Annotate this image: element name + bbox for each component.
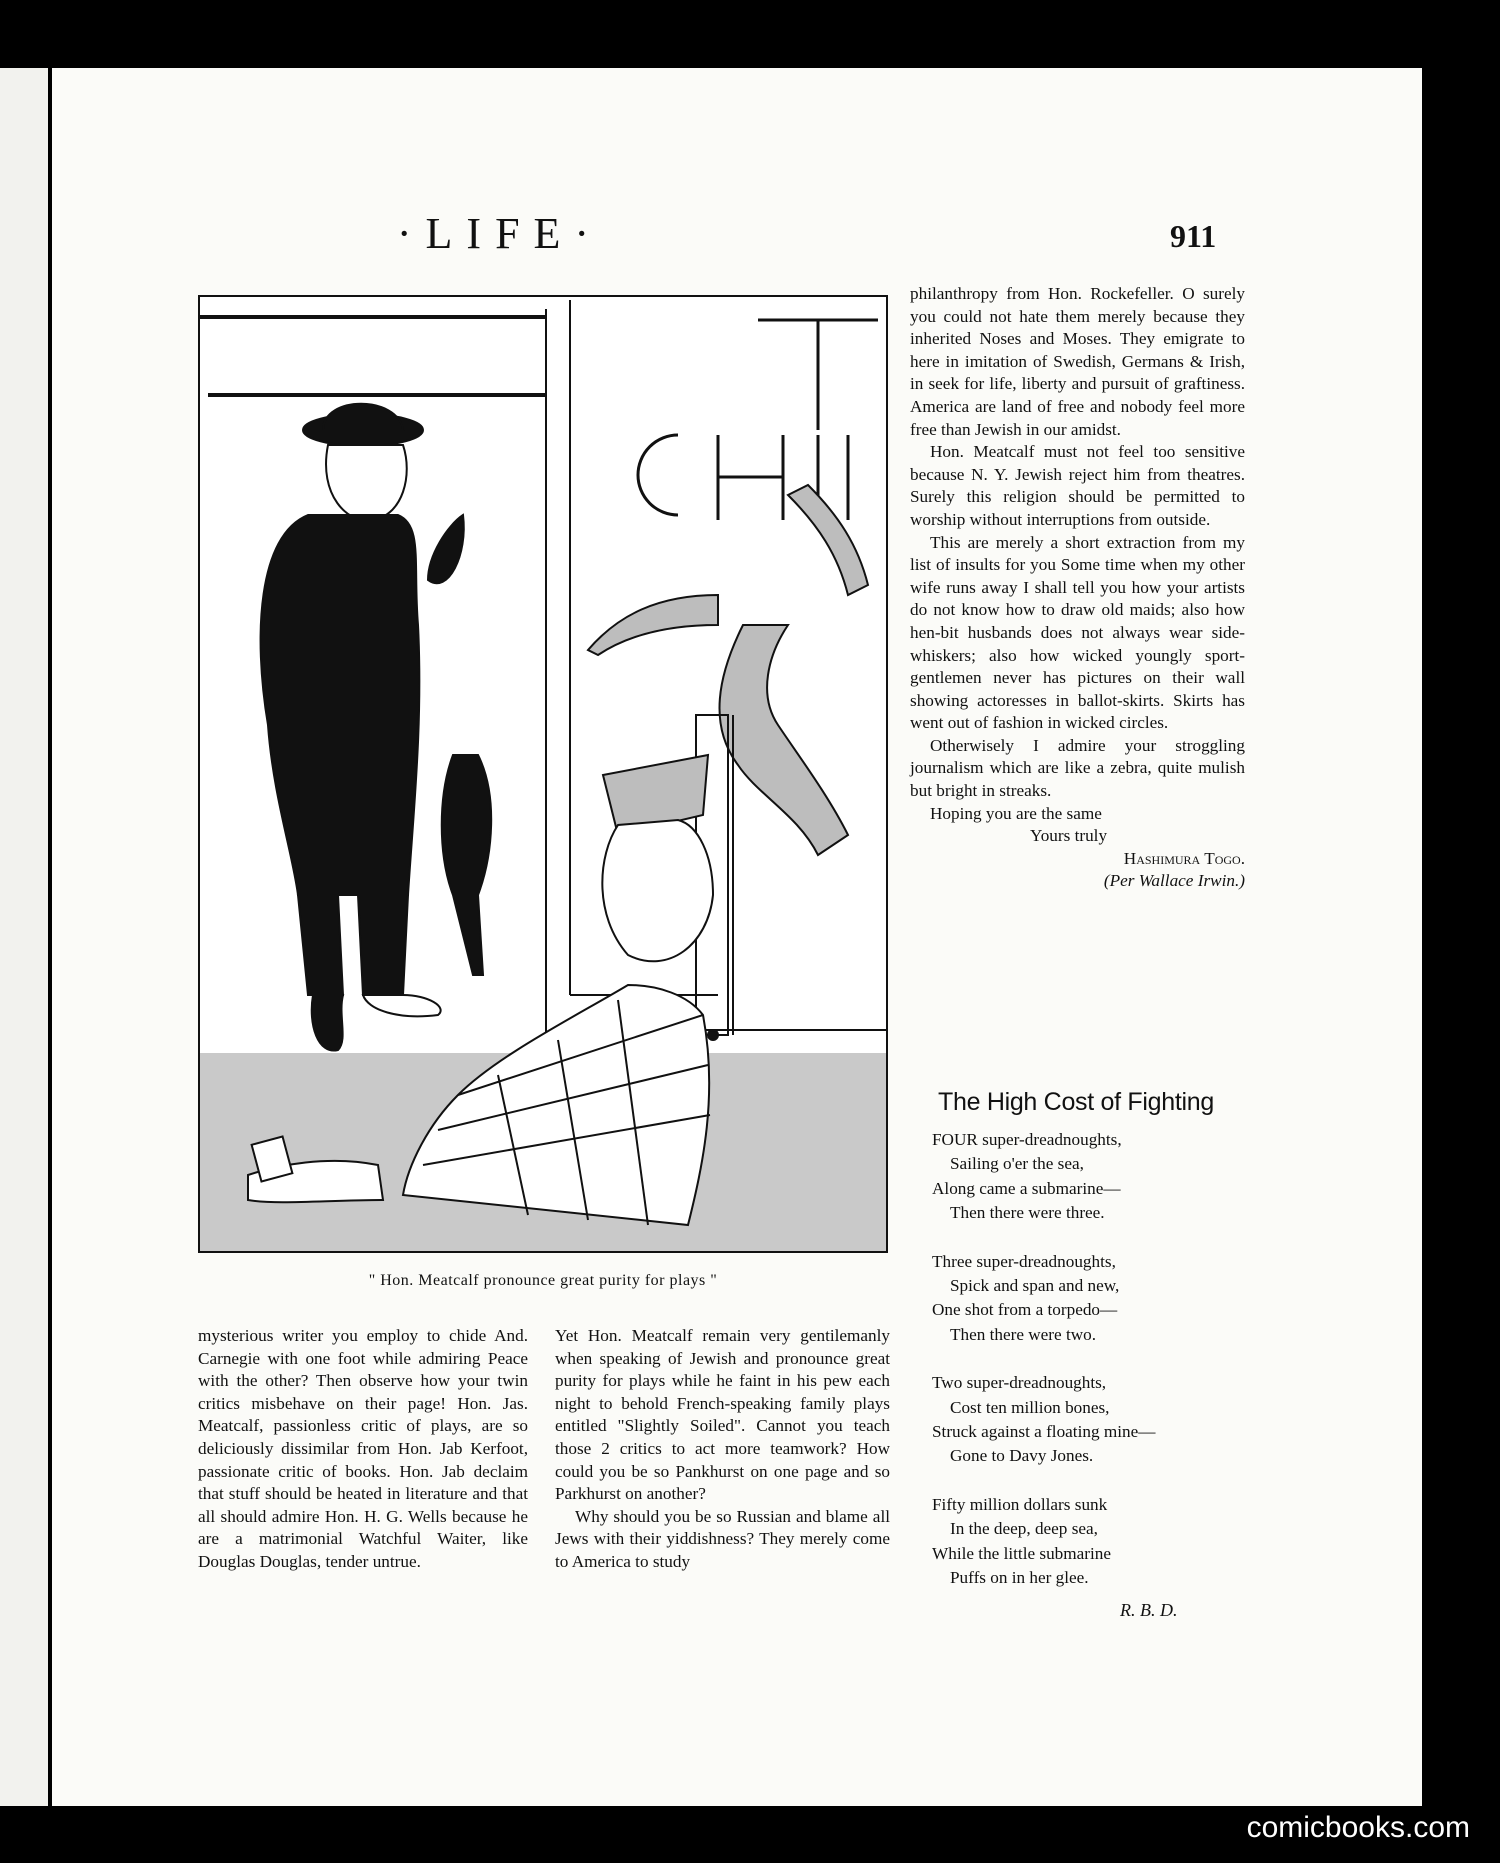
poem-stanza: [932, 1371, 1252, 1469]
poem-body: [932, 1128, 1252, 1615]
poem-stanza: [932, 1493, 1252, 1591]
poem-line: Then there were three.: [950, 1203, 1105, 1223]
signoff-line: Hoping you are the same: [930, 803, 1102, 823]
paragraph: This are merely a short extraction from my list of insults for you Some time when my other wife runs away I shall tell you how your artists do not know how to draw old maids; also how hen-bit husbands does not always wear side-whiskers; also how wicked youngly sport-gentlemen never has pictures on their wall showing actoresses in ballot-skirts. Skirts has went out of fashion in wicked circles.: [910, 532, 1245, 733]
poem-line: Cost ten million bones,: [950, 1397, 1110, 1417]
cartoon-caption: " Hon. Meatcalf pronounce great purity for plays ": [368, 1272, 718, 1289]
poem-line: One shot from a torpedo—: [932, 1300, 1118, 1320]
poem-stanza: [932, 1128, 1252, 1226]
poem-line: Puffs on in her glee.: [950, 1568, 1089, 1588]
poem-line: Gone to Davy Jones.: [950, 1446, 1094, 1466]
page-number: 911: [1170, 218, 1217, 254]
paragraph: Otherwisely I admire your stroggling journalism which are like a zebra, quite mulish but bright in streaks.: [910, 735, 1245, 801]
article-column-right: [910, 283, 1245, 893]
poem-line: Two super-dreadnoughts,: [932, 1373, 1107, 1393]
poem-stanza: [932, 1250, 1252, 1348]
cartoon-illustration: [198, 295, 888, 1253]
poem-line: Fifty million dollars sunk: [932, 1494, 1108, 1514]
poem-author: R. B. D.: [1120, 1600, 1178, 1620]
paragraph: philanthropy from Hon. Rockefeller. O surely you could not hate them merely because they inherited Noses and Moses. They emigrate to here in imitation of Swedish, Germans & Irish, in seek for life, liberty and pursuit of graftiness. America are land of free and nobody feel more free than Jewish in our amidst.: [910, 284, 1245, 439]
poem-line: Along came a submarine—: [932, 1178, 1121, 1198]
poem-line: Three super-dreadnoughts,: [932, 1251, 1116, 1271]
paragraph: mysterious writer you employ to chide And. Carnegie with one foot while admiring Peace with the other? Then observe how your twin critics misbehave on their page! Hon. Jas. Meatcalf, passionless critic of plays, are so deliciously dissimilar from Hon. Jab Kerfoot, passionate critic of books. Hon. Jab declaim that stuff should be heated in literature and that all should admire Hon. H. G. Wells because he are a matrimonial Watchful Waiter, like Douglas Douglas, tender untrue.: [198, 1326, 528, 1571]
previous-page-edge: [0, 68, 48, 1806]
poem-line: FOUR super-dreadnoughts,: [932, 1130, 1122, 1149]
article-column-left: [198, 1325, 528, 1574]
paragraph: Yet Hon. Meatcalf remain very gentilemanly when speaking of Jewish and pronounce great purity for plays while he faint in his pew each night to behold French-speaking family plays entitled "Slightly Soiled". Cannot you teach those 2 critics to act more teamwork? How could you be so Pankhurst on one page and so Parkhurst on another?: [555, 1326, 890, 1504]
masthead: ·LIFE·: [396, 209, 604, 258]
poem-line: While the little submarine: [932, 1543, 1111, 1563]
article-column-middle: [555, 1325, 890, 1574]
poem-line: In the deep, deep sea,: [950, 1519, 1098, 1539]
watermark: comicbooks.com: [1246, 1811, 1470, 1844]
paragraph: Hon. Meatcalf must not feel too sensitive because N. Y. Jewish reject him from theatres. Surely this religion should be permitted to worship without interruptions from outside.: [910, 442, 1245, 529]
poem-line: Then there were two.: [950, 1324, 1097, 1344]
signoff-line: Yours truly: [1030, 826, 1108, 846]
poem-line: Sailing o'er the sea,: [950, 1154, 1084, 1174]
poem-line: Struck against a floating mine—: [932, 1422, 1156, 1442]
signoff-credit: (Per Wallace Irwin.): [1103, 871, 1245, 891]
poem-line: Spick and span and new,: [950, 1276, 1120, 1296]
paragraph: Why should you be so Russian and blame all Jews with their yiddishness? They merely come to America to study: [555, 1506, 890, 1571]
signoff-author: Hashimura Togo.: [1123, 848, 1245, 868]
poem-title: The High Cost of Fighting: [938, 1088, 1214, 1116]
